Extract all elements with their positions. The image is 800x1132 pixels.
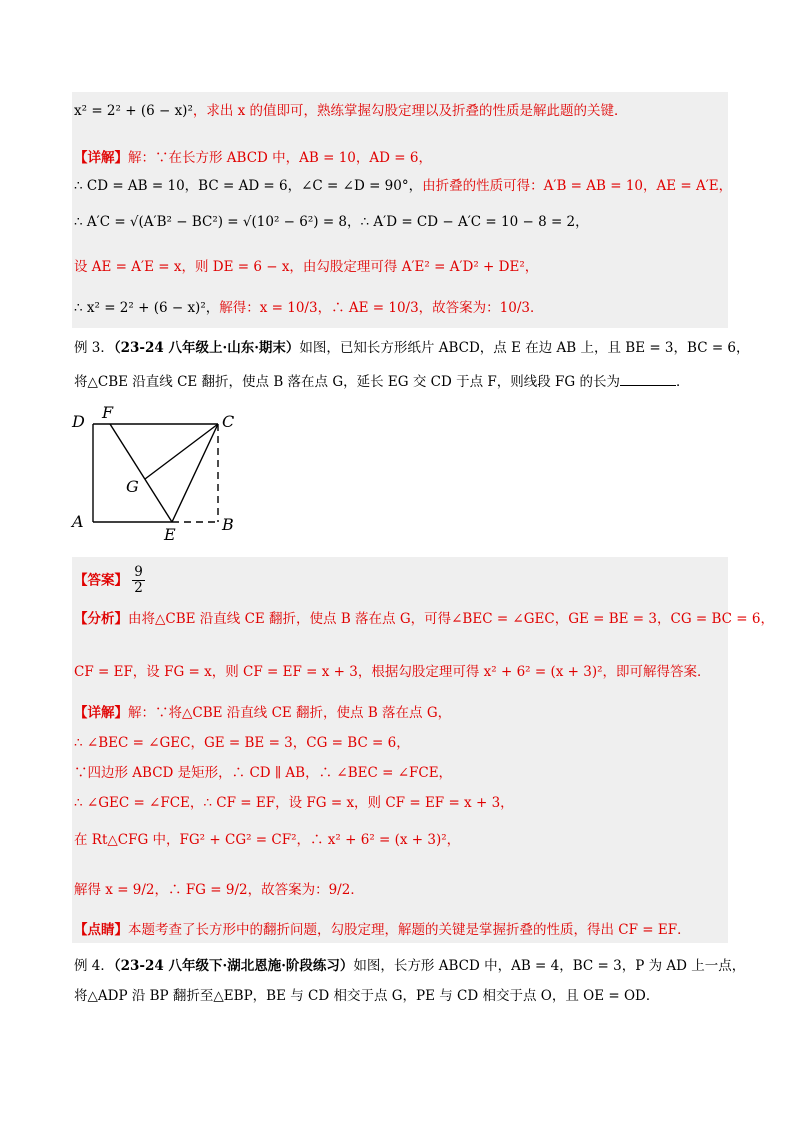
segment-CE [172, 424, 218, 522]
geometry-figure [60, 402, 260, 547]
equation: x² = 2² + (6 − x)² [74, 103, 193, 119]
label-B: B [222, 515, 234, 534]
detail-text-red: 设 AE = A′E = x，则 DE = 6 − x，由勾股定理可得 A′E² = A′D² + DE²， [74, 259, 539, 275]
example-3-line-2 [74, 372, 689, 392]
detail-text: ∴ ∠GEC = ∠FCE，∴ CF = EF，设 FG = x，则 CF = EF = x + 3， [74, 795, 514, 811]
label-G: G [126, 477, 139, 496]
detail-text: 解：∵将△CBE 沿直线 CE 翻折，使点 B 落在点 G， [128, 705, 452, 721]
detail-text-red: 由折叠的性质可得：A′B = AB = 10，AE = A′E， [422, 178, 733, 194]
detail-tag: 【详解】 [74, 150, 128, 166]
analysis-line [74, 101, 628, 121]
example-text-end: ． [675, 374, 690, 390]
analysis-text: 由将△CBE 沿直线 CE 翻折，使点 B 落在点 G，可得∠BEC = ∠GEC，GE = BE = 3，CG = BC = 6， [128, 611, 774, 627]
detail-line-4 [74, 793, 514, 813]
detail-line-2 [74, 733, 410, 753]
label-C: C [222, 412, 235, 431]
example-source: （23-24 八年级上·山东·期末） [113, 340, 300, 356]
answer-tag: 【答案】 [74, 572, 128, 589]
example-4-line-1 [74, 956, 745, 976]
example-text: 将△ADP 沿 BP 翻折至△EBP，BE 与 CD 相交于点 G，PE 与 CD 相交于点 O，且 OE = OD． [74, 988, 660, 1004]
detail-line-1 [74, 148, 432, 168]
label-D: D [72, 412, 85, 431]
analysis-text: CF = EF，设 FG = x，则 CF = EF = x + 3，根据勾股定理可得 x² + 6² = (x + 3)²，即可解得答案． [74, 664, 711, 680]
key-point-line [74, 920, 691, 940]
example-3-line-1 [74, 338, 750, 358]
detail-line-3 [74, 763, 452, 783]
fraction-denominator: 2 [134, 580, 143, 596]
detail-line-5 [74, 298, 544, 318]
answer-blank [620, 373, 676, 386]
label-F: F [102, 403, 114, 422]
analysis-line-2 [74, 662, 711, 682]
example-label: 例 3． [74, 340, 114, 356]
example-label: 例 4． [74, 958, 114, 974]
detail-text: 在 Rt△CFG 中，FG² + CG² = CF²，∴ x² + 6² = (x + 3)²， [74, 832, 461, 848]
segment-FE [110, 424, 172, 522]
example-text: 将△CBE 沿直线 CE 翻折，使点 B 落在点 G，延长 EG 交 CD 于点 F，则线段 FG 的长为 [74, 374, 620, 390]
detail-text-black: ∴ A′C = √(A′B² − BC²) = √(10² − 6²) = 8，∴ A′D = CD − A′C = 10 − 8 = 2， [74, 214, 589, 230]
key-point-tag: 【点睛】 [74, 922, 128, 938]
detail-line-4 [74, 257, 538, 277]
detail-line-2 [74, 176, 732, 196]
answer-line [74, 565, 145, 596]
detail-text-black: ∴ x² = 2² + (6 − x)²， [74, 300, 220, 316]
segment-CG [145, 424, 218, 479]
label-A: A [72, 512, 84, 531]
example-text: 如图，长方形 ABCD 中，AB = 4，BC = 3，P 为 AD 上一点， [353, 958, 746, 974]
detail-text-black: ∴ CD = AB = 10，BC = AD = 6，∠C = ∠D = 90°， [74, 178, 423, 194]
example-4-line-2 [74, 986, 659, 1006]
detail-tag: 【详解】 [74, 705, 128, 721]
detail-line-6 [74, 880, 364, 900]
detail-text: ∵四边形 ABCD 是矩形，∴ CD ∥ AB，∴ ∠BEC = ∠FCE， [74, 765, 453, 781]
detail-line-1 [74, 703, 451, 723]
detail-text: 解得 x = 9/2，∴ FG = 9/2，故答案为：9/2． [74, 882, 364, 898]
example-source: （23-24 八年级下·湖北恩施·阶段练习） [113, 958, 354, 974]
detail-text: 解：∵在长方形 ABCD 中，AB = 10，AD = 6， [128, 150, 432, 166]
solution-block-previous [72, 92, 728, 328]
detail-line-5 [74, 830, 460, 850]
detail-text: ∴ ∠BEC = ∠GEC，GE = BE = 3，CG = BC = 6， [74, 735, 410, 751]
detail-line-3 [74, 212, 589, 232]
detail-text-red: 解得：x = 10/3，∴ AE = 10/3，故答案为：10/3． [219, 300, 544, 316]
example-text: 如图，已知长方形纸片 ABCD，点 E 在边 AB 上，且 BE = 3，BC = 6， [299, 340, 750, 356]
analysis-line-1 [74, 609, 774, 629]
answer-fraction [132, 565, 145, 596]
label-E: E [164, 525, 176, 544]
analysis-text: ，求出 x 的值即可，熟练掌握勾股定理以及折叠的性质是解此题的关键． [192, 103, 628, 119]
key-point-text: 本题考查了长方形中的翻折问题，勾股定理，解题的关键是掌握折叠的性质，得出 CF = EF． [128, 922, 691, 938]
fraction-numerator: 9 [134, 564, 143, 580]
analysis-tag: 【分析】 [74, 611, 128, 627]
